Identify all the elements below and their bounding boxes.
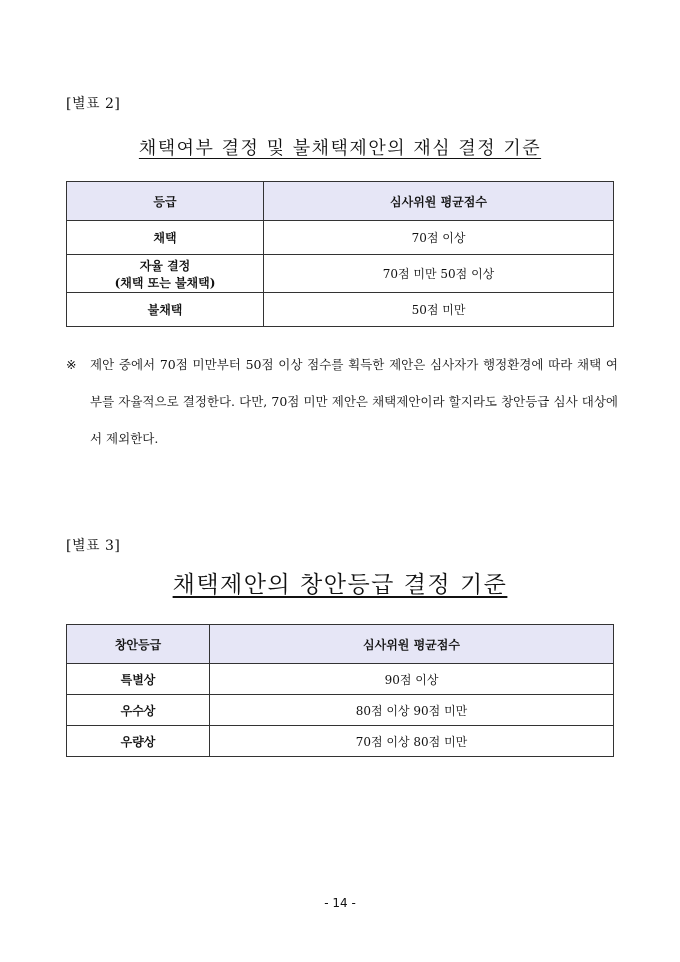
grade-cell: 채택 — [67, 221, 264, 255]
grade-line-2: (채택 또는 불채택) — [114, 275, 216, 290]
table-row — [67, 293, 614, 327]
table-row — [67, 695, 614, 726]
score-cell: 90점 이상 — [210, 664, 614, 695]
table-row — [67, 221, 614, 255]
table-header-row — [67, 182, 614, 221]
score-cell: 70점 이상 80점 미만 — [210, 726, 614, 757]
adoption-criteria-table — [66, 181, 614, 327]
page-number: - 14 - — [324, 896, 356, 910]
appendix-2-label: [별표 2] — [66, 96, 121, 112]
grade-cell — [67, 255, 264, 293]
header-average-score: 심사위원 평균점수 — [264, 182, 614, 221]
note-mark: ※ — [66, 357, 77, 372]
table-row — [67, 255, 614, 293]
header-average-score: 심사위원 평균점수 — [210, 625, 614, 664]
appendix-3-label: [별표 3] — [66, 538, 121, 554]
table-row — [67, 726, 614, 757]
score-cell: 70점 이상 — [264, 221, 614, 255]
grade-line-1: 자율 결정 — [139, 258, 191, 273]
score-cell: 70점 미만 50점 이상 — [264, 255, 614, 293]
table-row — [67, 664, 614, 695]
grade-cell: 불채택 — [67, 293, 264, 327]
header-grade: 등급 — [67, 182, 264, 221]
grade-cell: 특별상 — [67, 664, 210, 695]
table-header-row — [67, 625, 614, 664]
note-text: 제안 중에서 70점 미만부터 50점 이상 점수를 획득한 제안은 심사자가 행정환경에 따라 채택 여부를 자율적으로 결정한다. 다만, 70점 미만 제안은 채택제안이라 할지라도 창안등급 심사 대상에서 제외한다. — [90, 357, 618, 446]
score-cell: 50점 미만 — [264, 293, 614, 327]
note-paragraph — [66, 346, 618, 457]
appendix-2-title: 채택여부 결정 및 불채택제안의 재심 결정 기준 — [138, 138, 542, 159]
grade-cell: 우수상 — [67, 695, 210, 726]
header-invention-grade: 창안등급 — [67, 625, 210, 664]
appendix-3-title: 채택제안의 창안등급 결정 기준 — [172, 572, 508, 598]
invention-grade-table — [66, 624, 614, 757]
score-cell: 80점 이상 90점 미만 — [210, 695, 614, 726]
grade-cell: 우량상 — [67, 726, 210, 757]
